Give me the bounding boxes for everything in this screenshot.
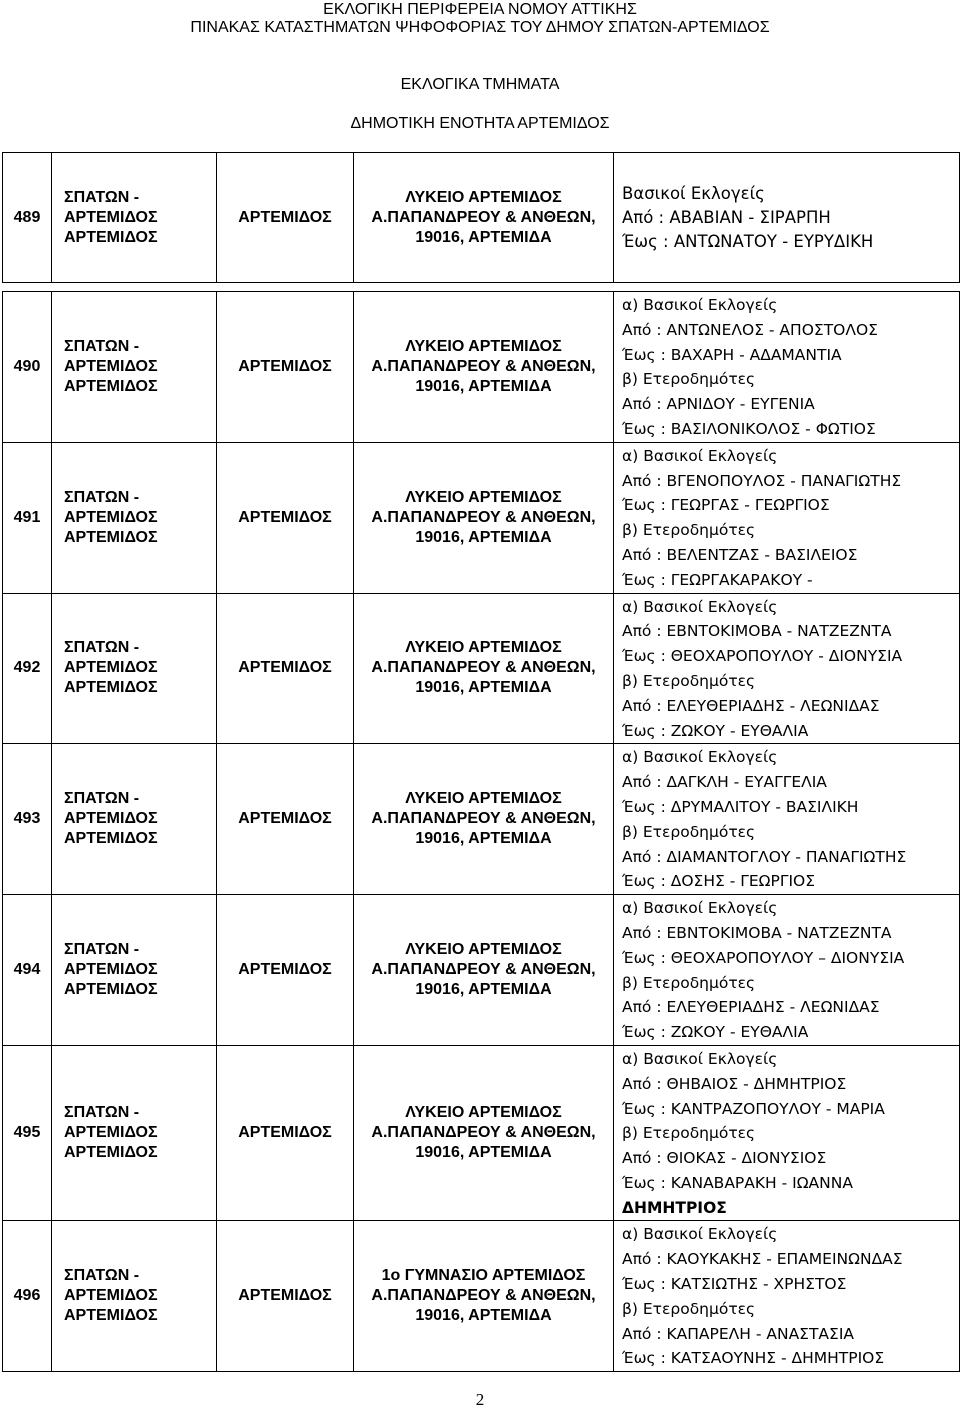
municipality-line: ΑΡΤΕΜΙΔΟΣ [64,1124,158,1142]
polling-station-row [3,292,960,443]
voters-range-line: Έως : ΓΕΩΡΓΑΣ - ΓΕΩΡΓΙΟΣ [622,496,830,515]
voters-range-line: Έως : ΑΝΤΩΝΑΤΟΥ - ΕΥΡΥΔΙΚΗ [622,231,874,251]
venue-line: ΛΥΚΕΙΟ ΑΡΤΕΜΙΔΟΣ [405,790,562,808]
venue-cell [354,292,614,443]
station-number: 494 [3,895,52,1046]
voters-range-line: Από : ΑΝΤΩΝΕΛΟΣ - ΑΠΟΣΤΟΛΟΣ [622,320,878,339]
station-number: 492 [3,593,52,744]
voters-range-line: Από : ΑΒΑΒΙΑΝ - ΣΙΡΑΡΠΗ [622,207,831,227]
venue-line: Α.ΠΑΠΑΝΔΡΕΟΥ & ΑΝΘΕΩΝ, [371,208,596,226]
voters-range-line: Έως : ΚΑΝΤΡΑΖΟΠΟΥΛΟΥ - ΜΑΡΙΑ [622,1099,885,1118]
voters-range-cell [614,292,960,443]
municipality-line: ΣΠΑΤΩΝ - [64,188,140,206]
municipality-cell [52,1045,217,1221]
venue-cell [354,442,614,593]
municipality-line: ΣΠΑΤΩΝ - [64,1267,140,1285]
voters-range-line: Από : ΚΑΟΥΚΑΚΗΣ - ΕΠΑΜΕΙΝΩΝΔΑΣ [622,1250,903,1269]
voters-range-line: Από : ΔΙΑΜΑΝΤΟΓΛΟΥ - ΠΑΝΑΓΙΩΤΗΣ [622,847,907,866]
area-cell: ΑΡΤΕΜΙΔΟΣ [217,1045,354,1221]
venue-line: ΛΥΚΕΙΟ ΑΡΤΕΜΙΔΟΣ [405,337,562,355]
voters-range-line: Έως : ΖΩΚΟΥ - ΕΥΘΑΛΙΑ [622,1023,809,1042]
section-title: ΕΚΛΟΓΙΚΑ ΤΜΗΜΑΤΑ [400,76,560,93]
municipality-line: ΑΡΤΕΜΙΔΟΣ [64,830,158,848]
municipality-cell [52,153,217,283]
voters-range-cell [614,895,960,1046]
venue-cell [354,153,614,283]
voters-range-line: α) Βασικοί Εκλογείς [622,899,778,918]
venue-line: Α.ΠΑΠΑΝΔΡΕΟΥ & ΑΝΘΕΩΝ, [371,659,596,677]
polling-station-row [3,442,960,593]
voters-range-line: β) Ετεροδημότες [622,671,756,690]
municipality-line: ΣΠΑΤΩΝ - [64,488,140,506]
station-number: 496 [3,1221,52,1372]
voters-range-line: β) Ετεροδημότες [622,1124,756,1143]
area-cell: ΑΡΤΕΜΙΔΟΣ [217,292,354,443]
voters-range-line: Από : ΕΒΝΤΟΚΙΜΟΒΑ - ΝΑΤΖΕΖΝΤΑ [622,622,892,641]
municipality-cell [52,292,217,443]
municipality-line: ΣΠΑΤΩΝ - [64,337,140,355]
area-cell: ΑΡΤΕΜΙΔΟΣ [217,895,354,1046]
municipality-line: ΑΡΤΕΜΙΔΟΣ [64,1287,158,1305]
voters-range-line: Έως : ΚΑΤΣΙΩΤΗΣ - ΧΡΗΣΤΟΣ [622,1275,847,1294]
voters-range-cell [614,593,960,744]
venue-cell [354,895,614,1046]
polling-station-row [3,744,960,895]
voters-range-line: Έως : ΚΑΤΣΑΟΥΝΗΣ - ΔΗΜΗΤΡΙΟΣ [622,1349,885,1368]
polling-station-row [3,895,960,1046]
voters-range-line: Από : ΒΕΛΕΝΤΖΑΣ - ΒΑΣΙΛΕΙΟΣ [622,545,858,564]
voters-range-cell [614,1221,960,1372]
polling-station-row [3,1045,960,1221]
municipality-line: ΑΡΤΕΜΙΔΟΣ [64,981,158,999]
voters-range-line: Από : ΘΙΟΚΑΣ - ΔΙΟΝΥΣΙΟΣ [622,1149,827,1168]
venue-line: 19016, ΑΡΤΕΜΙΔΑ [415,1144,552,1162]
municipality-cell [52,744,217,895]
venue-line: 19016, ΑΡΤΕΜΙΔΑ [415,830,552,848]
voters-range-line: Έως : ΓΕΩΡΓΑΚΑΡΑΚΟΥ - [622,570,813,589]
voters-range-line: Από : ΕΒΝΤΟΚΙΜΟΒΑ - ΝΑΤΖΕΖΝΤΑ [622,923,892,942]
venue-line: 19016, ΑΡΤΕΜΙΔΑ [415,228,552,246]
polling-station-row [3,593,960,744]
municipality-line: ΑΡΤΕΜΙΔΟΣ [64,208,158,226]
voters-range-line: α) Βασικοί Εκλογείς [622,1225,778,1244]
voters-range-line: Έως : ΒΑΣΙΛΟΝΙΚΟΛΟΣ - ΦΩΤΙΟΣ [622,419,876,438]
voters-range-line: ΔΗΜΗΤΡΙΟΣ [622,1198,727,1217]
municipality-cell [52,895,217,1046]
venue-line: 19016, ΑΡΤΕΜΙΔΑ [415,528,552,546]
voters-range-line: Έως : ΚΑΝΑΒΑΡΑΚΗ - ΙΩΑΝΝΑ [622,1173,853,1192]
municipality-cell [52,1221,217,1372]
station-number: 493 [3,744,52,895]
municipality-line: ΑΡΤΕΜΙΔΟΣ [64,1307,158,1325]
venue-line: Α.ΠΑΠΑΝΔΡΕΟΥ & ΑΝΘΕΩΝ, [371,961,596,979]
venue-line: Α.ΠΑΠΑΝΔΡΕΟΥ & ΑΝΘΕΩΝ, [371,357,596,375]
venue-line: ΛΥΚΕΙΟ ΑΡΤΕΜΙΔΟΣ [405,188,562,206]
voters-range-line: α) Βασικοί Εκλογείς [622,1049,778,1068]
voters-range-line: Από : ΕΛΕΥΘΕΡΙΑΔΗΣ - ΛΕΩΝΙΔΑΣ [622,998,880,1017]
venue-line: 19016, ΑΡΤΕΜΙΔΑ [415,1307,552,1325]
voters-range-cell [614,1045,960,1221]
voters-range-line: Έως : ΘΕΟΧΑΡΟΠΟΥΛΟΥ - ΔΙΟΝΥΣΙΑ [622,647,903,666]
venue-line: Α.ΠΑΠΑΝΔΡΕΟΥ & ΑΝΘΕΩΝ, [371,810,596,828]
voters-range-cell [614,442,960,593]
venue-line: ΛΥΚΕΙΟ ΑΡΤΕΜΙΔΟΣ [405,639,562,657]
municipality-line: ΣΠΑΤΩΝ - [64,941,140,959]
voters-range-cell [614,744,960,895]
municipality-line: ΣΠΑΤΩΝ - [64,639,140,657]
area-cell: ΑΡΤΕΜΙΔΟΣ [217,593,354,744]
voters-range-line: Έως : ΖΩΚΟΥ - ΕΥΘΑΛΙΑ [622,721,809,740]
municipality-line: ΑΡΤΕΜΙΔΟΣ [64,228,158,246]
voters-range-line: α) Βασικοί Εκλογείς [622,748,778,767]
area-cell: ΑΡΤΕΜΙΔΟΣ [217,442,354,593]
station-number: 490 [3,292,52,443]
station-number: 491 [3,442,52,593]
venue-line: ΛΥΚΕΙΟ ΑΡΤΕΜΙΔΟΣ [405,941,562,959]
voters-range-line: Από : ΚΑΠΑΡΕΛΗ - ΑΝΑΣΤΑΣΙΑ [622,1324,855,1343]
voters-range-line: Από : ΑΡΝΙΔΟΥ - ΕΥΓΕΝΙΑ [622,395,815,414]
voters-range-line: α) Βασικοί Εκλογείς [622,597,778,616]
voters-range-line: β) Ετεροδημότες [622,822,756,841]
voters-range-line: β) Ετεροδημότες [622,521,756,540]
municipality-line: ΑΡΤΕΜΙΔΟΣ [64,357,158,375]
municipality-line: ΑΡΤΕΜΙΔΟΣ [64,528,158,546]
venue-line: 19016, ΑΡΤΕΜΙΔΑ [415,679,552,697]
voters-range-cell [614,153,960,283]
polling-station-row [3,1221,960,1372]
voters-range-line: Έως : ΘΕΟΧΑΡΟΠΟΥΛΟΥ – ΔΙΟΝΥΣΙΑ [622,948,905,967]
venue-line: ΛΥΚΕΙΟ ΑΡΤΕΜΙΔΟΣ [405,488,562,506]
voters-range-line: Από : ΕΛΕΥΘΕΡΙΑΔΗΣ - ΛΕΩΝΙΔΑΣ [622,696,880,715]
voters-range-line: α) Βασικοί Εκλογείς [622,296,778,314]
venue-line: ΛΥΚΕΙΟ ΑΡΤΕΜΙΔΟΣ [405,1104,562,1122]
municipality-cell [52,442,217,593]
voters-range-line: Από : ΔΑΓΚΛΗ - ΕΥΑΓΓΕΛΙΑ [622,773,827,792]
municipality-line: ΑΡΤΕΜΙΔΟΣ [64,377,158,395]
document-title-line-2: ΠΙΝΑΚΑΣ ΚΑΤΑΣΤΗΜΑΤΩΝ ΨΗΦΟΦΟΡΙΑΣ ΤΟΥ ΔΗΜΟΥ ΣΠΑΤΩΝ-ΑΡΤΕΜΙΔΟΣ [190,19,770,36]
municipality-line: ΣΠΑΤΩΝ - [64,1104,140,1122]
page-number: 2 [475,1390,485,1409]
document-title-line-1: ΕΚΛΟΓΙΚΗ ΠΕΡΙΦΕΡΕΙΑ ΝΟΜΟΥ ΑΤΤΙΚΗΣ [323,1,637,18]
venue-cell [354,1045,614,1221]
area-cell: ΑΡΤΕΜΙΔΟΣ [217,153,354,283]
municipality-line: ΑΡΤΕΜΙΔΟΣ [64,961,158,979]
venue-line: 19016, ΑΡΤΕΜΙΔΑ [415,377,552,395]
voters-range-line: α) Βασικοί Εκλογείς [622,446,778,465]
voters-range-line: Έως : ΔΟΣΗΣ - ΓΕΩΡΓΙΟΣ [622,872,816,891]
subsection-title: ΔΗΜΟΤΙΚΗ ΕΝΟΤΗΤΑ ΑΡΤΕΜΙΔΟΣ [350,115,610,132]
voters-range-line: β) Ετεροδημότες [622,1299,756,1318]
voters-range-line: β) Ετεροδημότες [622,370,756,389]
venue-line: 1ο ΓΥΜΝΑΣΙΟ ΑΡΤΕΜΙΔΟΣ [381,1267,586,1285]
venue-cell [354,1221,614,1372]
municipality-line: ΑΡΤΕΜΙΔΟΣ [64,659,158,677]
municipality-line: ΑΡΤΕΜΙΔΟΣ [64,1144,158,1162]
municipality-line: ΑΡΤΕΜΙΔΟΣ [64,508,158,526]
area-cell: ΑΡΤΕΜΙΔΟΣ [217,744,354,895]
voters-range-line: β) Ετεροδημότες [622,973,756,992]
area-cell: ΑΡΤΕΜΙΔΟΣ [217,1221,354,1372]
polling-station-row [3,153,960,283]
municipality-line: ΑΡΤΕΜΙΔΟΣ [64,810,158,828]
municipality-line: ΑΡΤΕΜΙΔΟΣ [64,679,158,697]
venue-cell [354,744,614,895]
venue-cell [354,593,614,744]
polling-table-secondary [2,291,960,1372]
municipality-line: ΣΠΑΤΩΝ - [64,790,140,808]
venue-line: Α.ΠΑΠΑΝΔΡΕΟΥ & ΑΝΘΕΩΝ, [371,1124,596,1142]
station-number: 495 [3,1045,52,1221]
municipality-cell [52,593,217,744]
station-number: 489 [3,153,52,283]
voters-range-line: Έως : ΔΡΥΜΑΛΙΤΟΥ - ΒΑΣΙΛΙΚΗ [622,797,859,816]
voters-range-line: Έως : ΒΑΧΑΡΗ - ΑΔΑΜΑΝΤΙΑ [622,345,842,364]
venue-line: Α.ΠΑΠΑΝΔΡΕΟΥ & ΑΝΘΕΩΝ, [371,1287,596,1305]
voters-range-line: Από : ΘΗΒΑΙΟΣ - ΔΗΜΗΤΡΙΟΣ [622,1074,847,1093]
venue-line: 19016, ΑΡΤΕΜΙΔΑ [415,981,552,999]
voters-range-line: Από : ΒΓΕΝΟΠΟΥΛΟΣ - ΠΑΝΑΓΙΩΤΗΣ [622,471,902,490]
polling-table-primary [2,152,960,283]
voters-range-line: Βασικοί Εκλογείς [622,183,765,203]
venue-line: Α.ΠΑΠΑΝΔΡΕΟΥ & ΑΝΘΕΩΝ, [371,508,596,526]
